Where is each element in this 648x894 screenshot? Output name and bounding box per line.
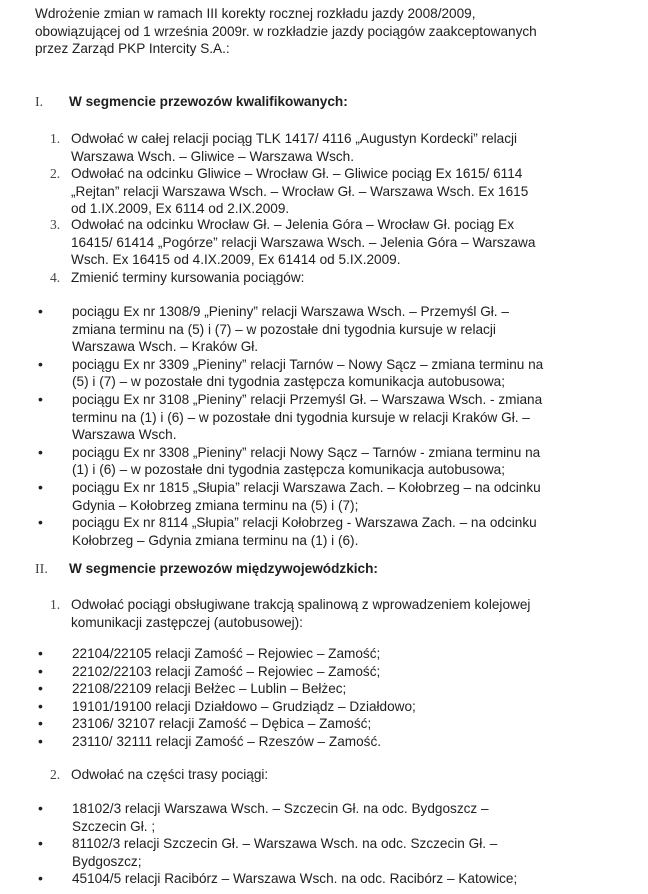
list-line: 18102/3 relacji Warszawa Wsch. – Szczecin Gł. na odc. Bydgoszcz – — [72, 801, 489, 816]
list-item — [38, 835, 618, 870]
section-title: W segmencie przewozów międzywojewódzkich: — [69, 561, 378, 576]
item-line: „Rejtan” relacji Warszawa Wsch. – Wrocław Gł. – Warszawa Wsch. Ex 1615 — [71, 183, 529, 199]
list-line: Szczecin Gł. ; — [72, 818, 156, 834]
section-title: W segmencie przewozów kwalifikowanych: — [69, 94, 348, 109]
item-line: Zmienić terminy kursowania pociągów: — [71, 270, 305, 285]
numbered-item — [50, 165, 610, 218]
list-line: Bydgoszcz; — [72, 853, 142, 869]
section-numeral: I. — [35, 95, 44, 110]
bullet-dot — [38, 835, 72, 853]
list-line: Warszawa Wsch. – Kraków Gł. — [72, 339, 259, 355]
list-line: Warszawa Wsch. — [72, 427, 177, 443]
intro-line: obowiązującej od 1 września 2009r. w rozkładzie jazdy pociągów zaakceptowanych — [35, 23, 537, 39]
numbered-item — [50, 269, 610, 287]
list-line: Gdynia – Kołobrzeg zmiana terminu na (5) i (7); — [72, 497, 359, 513]
section-heading-2 — [35, 560, 378, 579]
list-item — [38, 800, 618, 835]
list-item — [38, 870, 618, 888]
list-item — [38, 715, 618, 733]
list-line: pociągu Ex nr 3309 „Pieniny” relacji Tarnów – Nowy Sącz – zmiana terminu na — [72, 356, 544, 372]
list-item — [38, 698, 618, 716]
item-line: komunikacji zastępczej (autobusowej): — [71, 614, 303, 630]
list-line: (5) i (7) – w pozostałe dni tygodnia zastępcza komunikacja autobusowa; — [72, 374, 505, 390]
list-item — [38, 356, 618, 391]
list-line: 22104/22105 relacji Zamość – Rejowiec – Zamość; — [72, 646, 381, 661]
list-item — [38, 303, 618, 356]
bullet-dot — [38, 479, 72, 497]
bullet-dot — [38, 444, 72, 462]
item-line: Odwołać na części trasy pociągi: — [71, 767, 269, 782]
bullet-dot — [38, 800, 72, 818]
list-line: (1) i (6) – w pozostałe dni tygodnia zastępcza komunikacja autobusowa; — [72, 462, 505, 478]
bullet-dot — [38, 680, 72, 698]
item-line: od 1.IX.2009, Ex 6114 od 2.IX.2009. — [71, 201, 290, 217]
list-item — [38, 645, 618, 663]
bullet-dot — [38, 870, 72, 888]
numbered-item — [50, 216, 610, 269]
list-line: 23106/ 32107 relacji Zamość – Dębica – Zamość; — [72, 716, 372, 732]
item-number: 4. — [50, 270, 61, 285]
list-item — [38, 733, 618, 751]
item-line: Odwołać na odcinku Gliwice – Wrocław Gł. – Gliwice pociąg Ex 1615/ 6114 — [71, 166, 523, 181]
intro-paragraph — [35, 5, 635, 58]
bullet-dot — [38, 514, 72, 532]
list-item — [38, 680, 618, 698]
item-number: 2. — [50, 767, 61, 782]
bullet-list — [38, 645, 618, 751]
bullet-dot — [38, 391, 72, 409]
list-line: pociągu Ex nr 3308 „Pieniny” relacji Nowy Sącz – Tarnów - zmiana terminu na — [72, 444, 541, 460]
numbered-item — [50, 596, 610, 631]
bullet-dot — [38, 698, 72, 716]
numbered-item — [50, 130, 610, 165]
section-heading-1 — [35, 93, 348, 112]
bullet-dot — [38, 733, 72, 751]
item-number: 1. — [50, 131, 61, 146]
list-line: 22102/22103 relacji Zamość – Rejowiec – Zamość; — [72, 663, 381, 679]
item-number: 3. — [50, 217, 61, 232]
intro-line: Wdrożenie zmian w ramach III korekty rocznej rozkładu jazdy 2008/2009, — [35, 6, 476, 21]
list-line: pociągu Ex nr 1815 „Słupia” relacji Warszawa Zach. – Kołobrzeg – na odcinku — [72, 479, 541, 495]
item-line: Odwołać w całej relacji pociąg TLK 1417/ 4116 „Augustyn Kordecki” relacji — [71, 131, 518, 146]
list-item — [38, 391, 618, 444]
bullet-dot — [38, 715, 72, 733]
list-line: 22108/22109 relacji Bełżec – Lublin – Bełżec; — [72, 681, 347, 697]
list-item — [38, 444, 618, 479]
intro-line: przez Zarząd PKP Intercity S.A.: — [35, 41, 230, 57]
bullet-dot — [38, 303, 72, 321]
item-line: Odwołać pociągi obsługiwane trakcją spalinową z wprowadzeniem kolejowej — [71, 597, 531, 612]
item-number: 2. — [50, 166, 61, 181]
item-number: 1. — [50, 597, 61, 612]
item-line: Wsch. Ex 16415 od 4.IX.2009, Ex 61414 od 5.IX.2009. — [71, 252, 401, 268]
section-numeral: II. — [35, 562, 48, 577]
bullet-list — [38, 800, 618, 888]
list-line: zmiana terminu na (5) i (7) – w pozostałe dni tygodnia kursuje w relacji — [72, 321, 496, 337]
numbered-item — [50, 766, 610, 784]
list-line: pociągu Ex nr 8114 „Słupia” relacji Kołobrzeg - Warszawa Zach. – na odcinku — [72, 515, 537, 531]
bullet-list — [38, 303, 618, 549]
item-line: 16415/ 61414 „Pogórze” relacji Warszawa Wsch. – Jelenia Góra – Warszawa — [71, 234, 536, 250]
list-item — [38, 479, 618, 514]
list-item — [38, 514, 618, 549]
list-line: 23110/ 32111 relacji Zamość – Rzeszów – Zamość. — [72, 733, 382, 749]
bullet-dot — [38, 645, 72, 663]
item-line: Warszawa Wsch. – Gliwice – Warszawa Wsch. — [71, 148, 354, 164]
list-line: pociągu Ex nr 3108 „Pieniny” relacji Przemyśl Gł. – Warszawa Wsch. - zmiana — [72, 391, 543, 407]
item-line: Odwołać na odcinku Wrocław Gł. – Jelenia Góra – Wrocław Gł. pociąg Ex — [71, 217, 514, 232]
list-line: 19101/19100 relacji Działdowo – Grudziądz – Działdowo; — [72, 698, 416, 714]
list-line: Kołobrzeg – Gdynia zmiana terminu na (1) i (6). — [72, 532, 359, 548]
list-line: 81102/3 relacji Szczecin Gł. – Warszawa Wsch. na odc. Szczecin Gł. – — [72, 836, 498, 852]
bullet-dot — [38, 663, 72, 681]
list-item — [38, 663, 618, 681]
list-line: terminu na (1) i (6) – w pozostałe dni tygodnia kursuje w relacji Kraków Gł. – — [72, 409, 530, 425]
list-line: 45104/5 relacji Racibórz – Warszawa Wsch. na odc. Racibórz – Katowice; — [72, 871, 518, 887]
list-line: pociągu Ex nr 1308/9 „Pieniny” relacji Warszawa Wsch. – Przemyśl Gł. – — [72, 304, 509, 319]
bullet-dot — [38, 356, 72, 374]
